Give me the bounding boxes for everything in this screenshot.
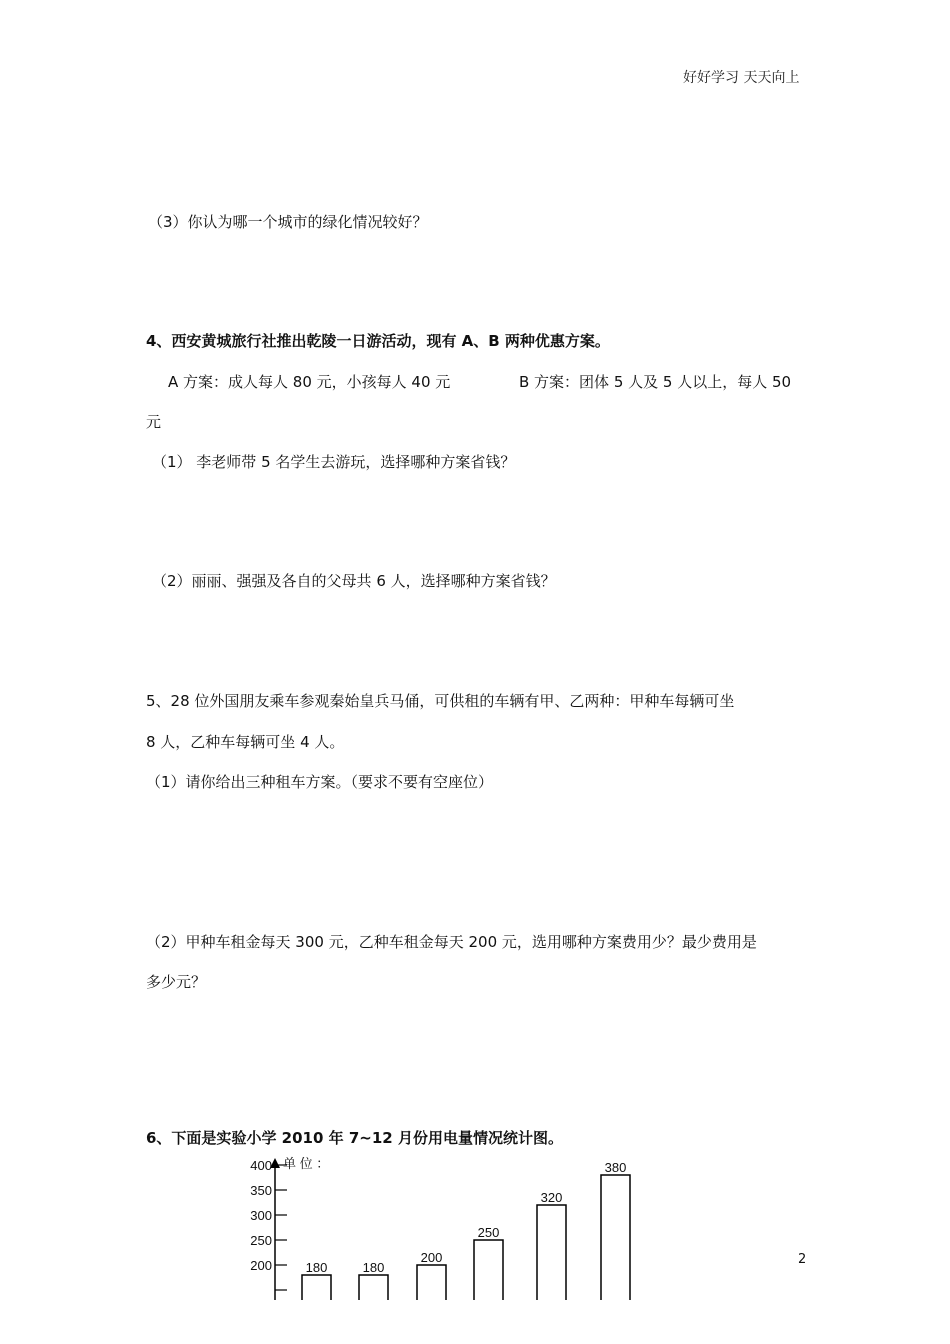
electricity-bar-chart (230, 1150, 650, 1300)
y-tick-label: 200 (250, 1258, 272, 1273)
q4-part2: （2）丽丽、强强及各自的父母共 6 人，选择哪种方案省钱？ (152, 572, 556, 590)
bar-9月 (417, 1265, 446, 1300)
q5-part2-line2: 多少元？ (146, 973, 207, 991)
page-number: 2 (798, 1252, 807, 1267)
bar-12月 (601, 1175, 630, 1300)
bar-value-label: 320 (540, 1190, 563, 1205)
q6-title: 6、下面是实验小学 2010 年 7~12 月份用电量情况统计图。 (146, 1129, 563, 1147)
bar-value-label: 180 (305, 1260, 328, 1275)
q4-part1: （1） 李老师带 5 名学生去游玩，选择哪种方案省钱？ (152, 453, 516, 471)
bar-value-label: 200 (420, 1250, 443, 1265)
y-axis-label: 单 位 ： (283, 1156, 330, 1171)
bar-value-label: 250 (477, 1225, 500, 1240)
page-header: 好好学习 天天向上 (683, 70, 800, 86)
q4-plan-b: B 方案：团体 5 人及 5 人以上，每人 50 (519, 373, 792, 391)
q5-part1: （1）请你给出三种租车方案。（要求不要有空座位） (146, 773, 494, 791)
q5-line2: 8 人，乙种车每辆可坐 4 人。 (146, 733, 345, 751)
q5-line1: 5、28 位外国朋友乘车参观秦始皇兵马俑，可供租的车辆有甲、乙两种：甲种车每辆可坐 (146, 692, 735, 710)
bar-value-label: 380 (604, 1160, 627, 1175)
q4-title: 4、西安黄城旅行社推出乾陵一日游活动，现有 A、B 两种优惠方案。 (146, 332, 610, 350)
bar-7月 (302, 1275, 331, 1300)
bar-8月 (359, 1275, 388, 1300)
y-tick-label: 250 (250, 1233, 272, 1248)
bar-10月 (474, 1240, 503, 1300)
bar-11月 (537, 1205, 566, 1300)
q3-part3: （3）你认为哪一个城市的绿化情况较好？ (148, 213, 428, 231)
y-tick-label: 300 (250, 1208, 272, 1223)
y-tick-label: 350 (250, 1183, 272, 1198)
q4-plan-b-cont: 元 (146, 413, 162, 431)
q4-plan-a: A 方案：成人每人 80 元，小孩每人 40 元 (168, 373, 451, 391)
y-tick-label: 400 (250, 1158, 272, 1173)
bar-value-label: 180 (362, 1260, 385, 1275)
q5-part2-line1: （2）甲种车租金每天 300 元，乙种车租金每天 200 元，选用哪种方案费用少？最少费用是 (146, 933, 757, 951)
